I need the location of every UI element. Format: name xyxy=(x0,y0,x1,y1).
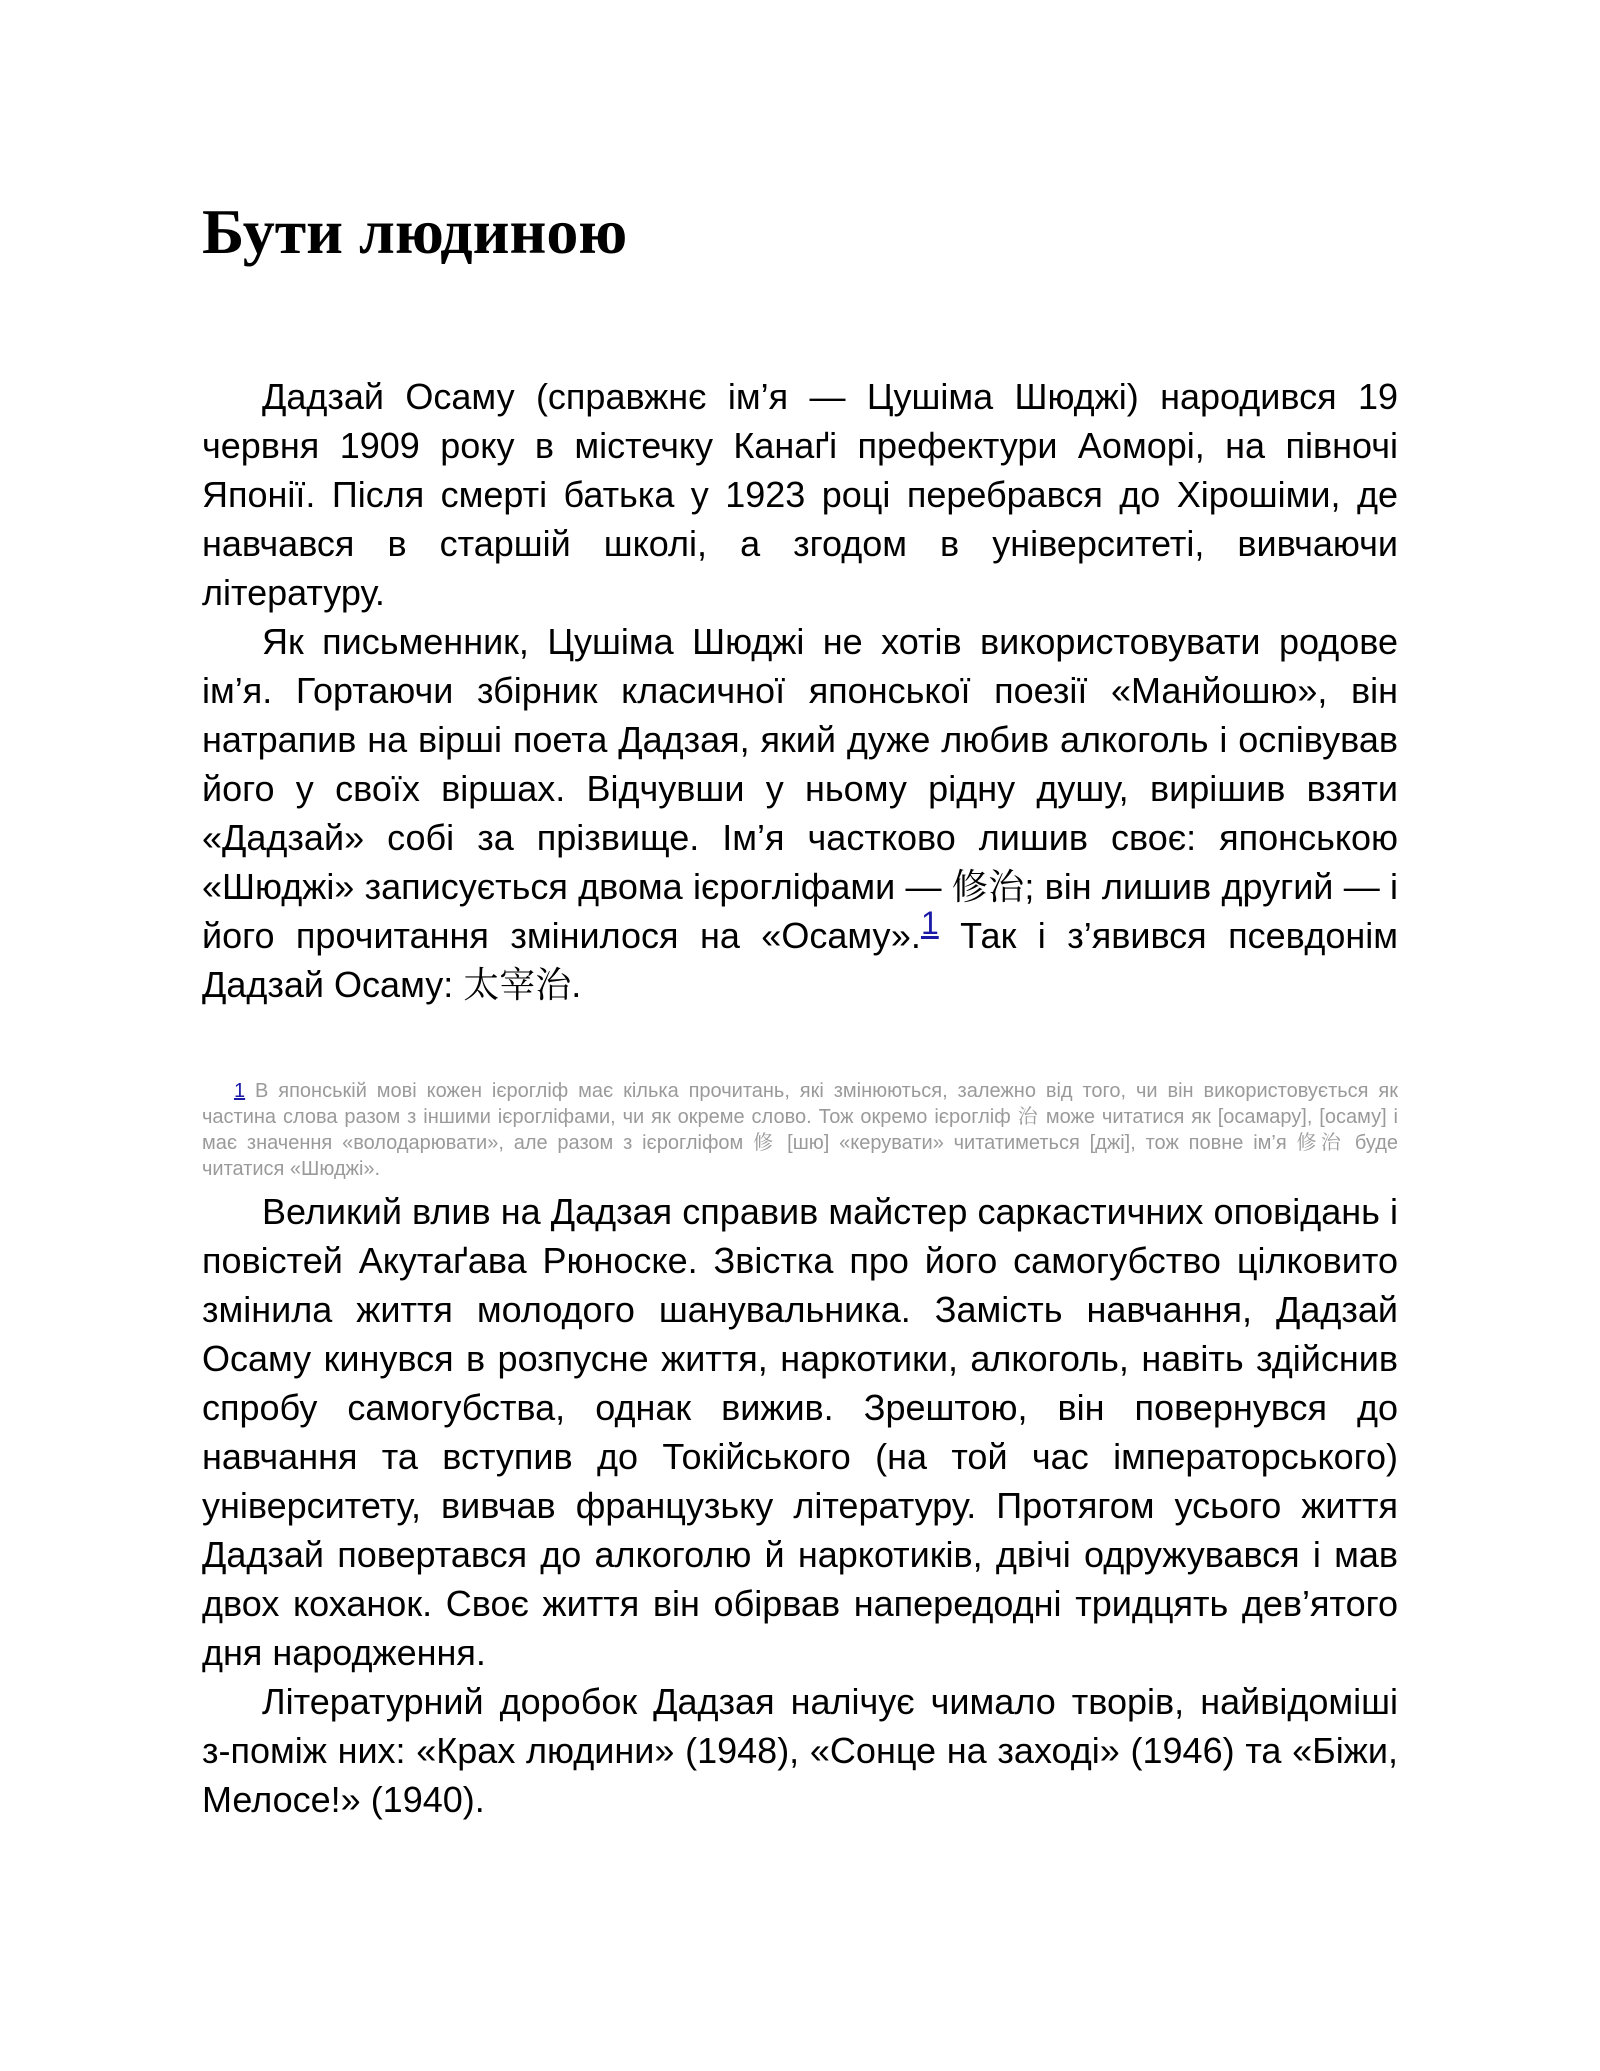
body-text-top xyxy=(202,372,1398,1009)
footnote-reference-link[interactable]: 1 xyxy=(920,905,939,941)
paragraph-2-text-end: Так і з’явився псевдонім Дадзай Осаму: 太宰治. xyxy=(202,915,1398,1005)
paragraph-2 xyxy=(202,617,1398,1009)
paragraph-4: Літературний доробок Дадзая налічує чимало творів, найвідоміші з-поміж них: «Крах людини» (1948), «Сонце на заході» (1946) та «Біжи, Мелосе!» (1940). xyxy=(202,1681,1398,1820)
paragraph-1: Дадзай Осаму (справжнє ім’я — Цушіма Шюджі) народився 19 червня 1909 року в містечку Канаґі префектури Аоморі, на півночі Японії. Після смерті батька у 1923 році перебрався до Хірошіми, де навчався в старшій школі, а згодом в університеті, вивчаючи літературу. xyxy=(202,376,1398,613)
footnote-text: В японській мові кожен ієрогліф має кілька прочитань, які змінюються, залежно від того, чи він використовується як частина слова разом з іншими ієрогліфами, чи як окреме слово. Тож окремо ієрогліф 治 може читатися як [осамару], [осаму] і має значення «володарювати», але разом з ієрогліфом 修 [шю] «керувати» читатиметься [джі], тож повне ім’я 修治 буде читатися «Шюджі». xyxy=(202,1080,1398,1180)
paragraph-3: Великий влив на Дадзая справив майстер саркастичних оповідань і повістей Акутаґава Рюноске. Звістка про його самогубство цілковито змінила життя молодого шанувальника. Замість навчання, Дадзай Осаму кинувся в розпусне життя, наркотики, алкоголь, навіть здійснив спробу самогубства, однак вижив. Зрештою, він повернувся до навчання та вступив до Токійського (на той час імператорського) університету, вивчав французьку літературу. Протягом усього життя Дадзай повертався до алкоголю й наркотиків, двічі одружувався і мав двох коханок. Своє життя він обірвав напередодні тридцять дев’ятого дня народження. xyxy=(202,1191,1398,1673)
footnote xyxy=(202,1078,1398,1182)
footnote-backlink[interactable]: 1 xyxy=(234,1080,246,1102)
body-text-bottom xyxy=(202,1187,1398,1824)
page-title: Бути людиною xyxy=(202,196,628,267)
paragraph-2-text: Як письменник, Цушіма Шюджі не хотів використовувати родове ім’я. Гортаючи збірник класичної японської поезії «Манйошю», він натрапив на вірші поета Дадзая, який дуже любив алкоголь і оспівував його у своїх віршах. Відчувши у ньому рідну душу, вирішив взяти «Дадзай» собі за прізвище. Ім’я частково лишив своє: японською «Шюджі» записується двома ієрогліфами — 修治; він лишив другий — і його прочитання змінилося на «Осаму». xyxy=(202,621,1398,956)
